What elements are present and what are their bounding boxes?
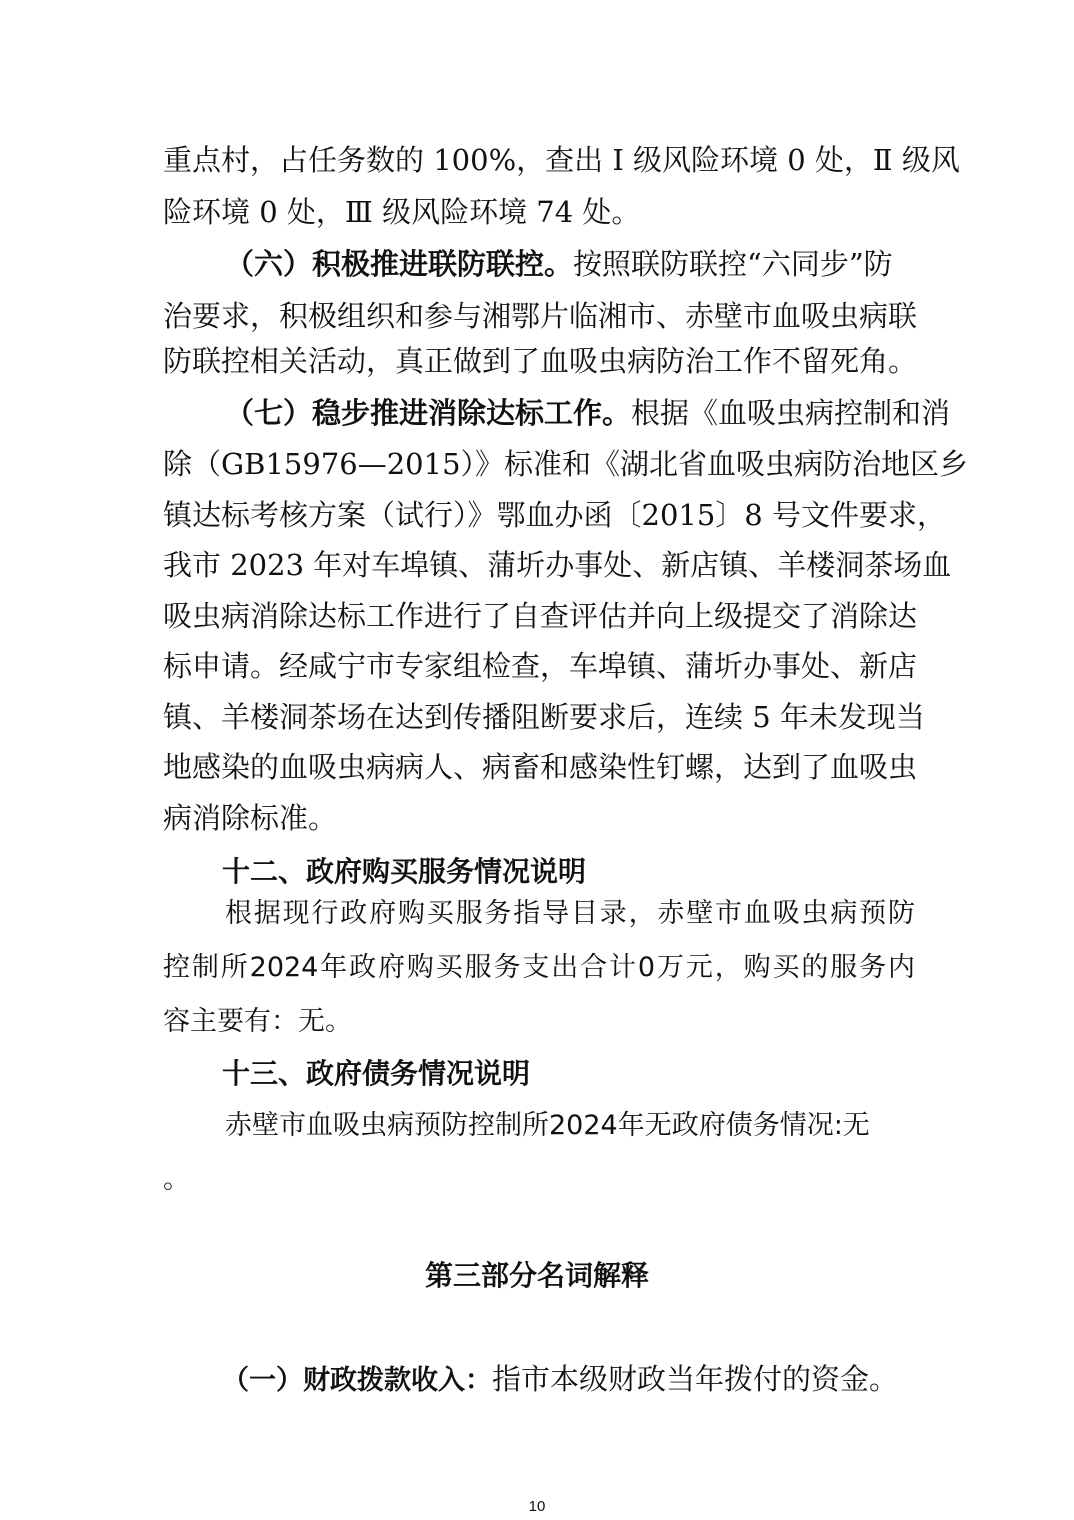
para7-lead: （七）稳步推进消除达标工作。	[225, 396, 632, 430]
part-3-title: 第三部分名词解释	[424, 1259, 649, 1292]
para1-line-1: 重点村，占任务数的 100%，查出 Ⅰ 级风险环境 0 处，Ⅱ 级风	[163, 143, 960, 177]
page-number: 10	[528, 1498, 546, 1515]
para7-line-4: 我市 2023 年对车埠镇、蒲圻办事处、新店镇、羊楼洞茶场血	[163, 548, 952, 582]
definition-1	[222, 1359, 898, 1399]
section-13-heading: 十三、政府债务情况说明	[222, 1057, 531, 1090]
para6-line-2: 治要求，积极组织和参与湘鄂片临湘市、赤壁市血吸虫病联	[163, 299, 918, 333]
para7-line-2: 除（GB15976—2015）》标准和《湖北省血吸虫病防治地区乡	[163, 447, 969, 481]
para7-line-9: 病消除标准。	[163, 801, 338, 835]
sec12-line-2: 控制所2024年政府购买服务支出合计0万元，购买的服务内	[163, 952, 915, 983]
para6-line-1	[225, 244, 893, 284]
para6-line-3: 防联控相关活动，真正做到了血吸虫病防治工作不留死角。	[163, 344, 918, 378]
para7-line-1	[225, 393, 950, 433]
para7-line-1-rest: 根据《血吸虫病控制和消	[631, 396, 951, 430]
sec13-line-2: 。	[163, 1164, 190, 1195]
para7-line-6: 标申请。经咸宁市专家组检查，车埠镇、蒲圻办事处、新店	[163, 649, 918, 683]
sec12-line-3: 容主要有：无。	[163, 1006, 352, 1037]
para7-line-7: 镇、羊楼洞茶场在达到传播阻断要求后，连续 5 年未发现当	[163, 700, 925, 734]
para7-line-3: 镇达标考核方案（试行）》鄂血办函〔2015〕8 号文件要求，	[163, 498, 946, 532]
para6-line-1-rest: 按照联防联控“六同步”防	[573, 247, 893, 281]
section-12-heading: 十二、政府购买服务情况说明	[222, 855, 587, 888]
definition-1-term: （一）财政拨款收入：	[222, 1365, 492, 1396]
para1-line-2: 险环境 0 处，Ⅲ 级风险环境 74 处。	[163, 195, 641, 229]
sec13-line-1: 赤壁市血吸虫病预防控制所2024年无政府债务情况:无	[225, 1110, 870, 1141]
sec12-line-1: 根据现行政府购买服务指导目录，赤壁市血吸虫病预防	[225, 898, 915, 929]
definition-1-text: 指市本级财政当年拨付的资金。	[492, 1362, 899, 1396]
para7-line-5: 吸虫病消除达标工作进行了自查评估并向上级提交了消除达	[163, 599, 918, 633]
para6-lead: （六）积极推进联防联控。	[225, 247, 574, 281]
para7-line-8: 地感染的血吸虫病病人、病畜和感染性钉螺，达到了血吸虫	[163, 750, 918, 784]
